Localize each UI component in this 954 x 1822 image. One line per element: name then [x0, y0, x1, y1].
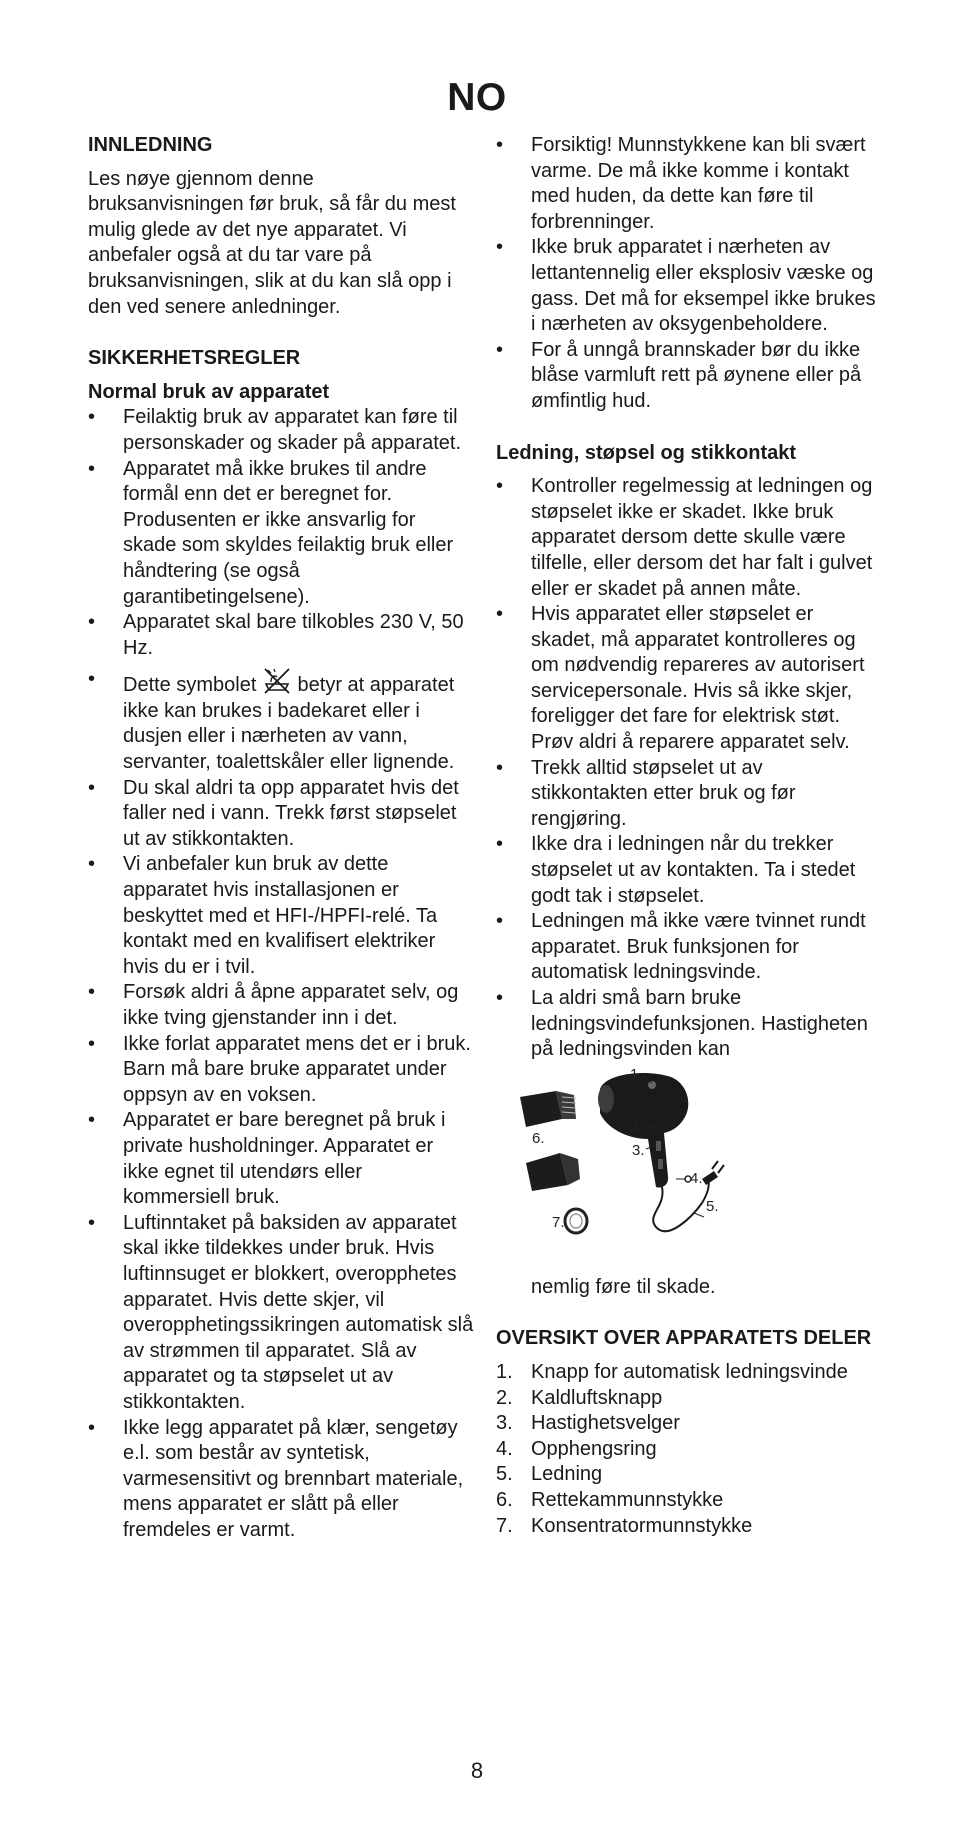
list-item-text: Luftinntaket på baksiden av apparatet skal ikke tildekkes under bruk. Hvis luftinnsuget er blokkert, overopphetes apparatet. Hvis dette skjer, vil overopphetingssikringen automatisk slå av strømmen til apparatet. Slå av apparatet og ta støpselet ut av stikkontakten. — [123, 1211, 474, 1413]
cord-list — [496, 474, 876, 1063]
parts-item — [496, 1411, 876, 1437]
safety-list — [88, 405, 474, 1543]
left-column — [88, 133, 474, 1543]
list-item — [88, 667, 474, 775]
parts-item-label: Konsentratormunnstykke — [531, 1514, 753, 1537]
bullet-marker: • — [496, 236, 504, 259]
parts-item-number: 1. — [496, 1360, 513, 1383]
list-item-text: Apparatet er bare beregnet på bruk i private husholdninger. Apparatet er ikke egnet til utendørs eller kommersiell bruk. — [123, 1109, 446, 1209]
bullet-marker: • — [496, 134, 504, 156]
callout-1: 1. — [630, 1065, 643, 1083]
bullet-marker: • — [496, 603, 504, 626]
parts-item-number: 5. — [496, 1463, 513, 1486]
parts-item-label: Opphengsring — [531, 1437, 657, 1460]
bullet-marker: • — [496, 833, 504, 856]
list-item — [496, 909, 876, 986]
callout-2: 2. — [630, 1117, 643, 1135]
callout-4: 4. — [690, 1169, 703, 1187]
list-item — [88, 457, 474, 611]
list-item-text: Apparatet må ikke brukes til andre formål enn det er beregnet for. Produsenten er ikke ansvarlig for skade som skyldes feilaktig bruk eller håndtering (se også garantibetingelsene). — [123, 457, 454, 608]
parts-heading: OVERSIKT OVER APPARATETS DELER — [496, 1327, 872, 1350]
list-item — [496, 133, 876, 235]
parts-list — [496, 1360, 876, 1539]
symbol-text-before: Dette symbolet — [123, 674, 257, 697]
list-item — [496, 235, 876, 337]
no-bath-symbol-icon — [262, 667, 292, 695]
list-item-text: Hvis apparatet eller støpselet er skadet, må apparatet kontrolleres og om nødvendig repareres av autorisert servicepersonale. Hvis så ikke skjer, foreligger det fare for elektrisk støt. Prøv aldri å reparere apparatet selv. — [531, 603, 865, 754]
parts-item — [496, 1437, 876, 1463]
callout-5: 5. — [706, 1197, 719, 1215]
parts-item-number: 4. — [496, 1437, 513, 1460]
parts-item — [496, 1386, 876, 1412]
parts-item — [496, 1462, 876, 1488]
list-item — [88, 852, 474, 980]
list-item — [88, 405, 474, 456]
list-item-text: Forsøk aldri å åpne apparatet selv, og ikke tving gjenstander inn i det. — [123, 981, 459, 1029]
bullet-marker: • — [496, 987, 504, 1009]
list-item — [88, 776, 474, 853]
bullet-marker: • — [88, 1416, 96, 1439]
bullet-marker: • — [88, 1211, 96, 1234]
page-number: 8 — [470, 1758, 484, 1783]
list-item-text: La aldri små barn bruke ledningsvindefunksjonen. Hastigheten på ledningsvinden kan — [531, 987, 868, 1061]
list-item — [88, 1416, 474, 1544]
symbol-text-after: betyr at apparatet ikke kan brukes i badekaret eller i dusjen eller i nærheten av vann, servanter, toalettskåler eller lignende. — [123, 674, 455, 774]
list-item — [88, 1108, 474, 1210]
list-item — [496, 474, 876, 602]
callout-7: 7. — [552, 1213, 565, 1231]
list-item-text: Forsiktig! Munnstykkene kan bli svært varme. De må ikke komme i kontakt med huden, da dette kan føre til forbrenninger. — [531, 134, 866, 233]
parts-item-number: 7. — [496, 1514, 513, 1537]
bullet-marker: • — [88, 1109, 96, 1132]
cord-heading: Ledning, støpsel og stikkontakt — [496, 441, 797, 464]
parts-item-number: 2. — [496, 1386, 513, 1409]
bullet-marker: • — [88, 776, 96, 799]
parts-item — [496, 1488, 876, 1514]
list-item-text: Ledningen må ikke være tvinnet rundt apparatet. Bruk funksjonen for automatisk ledningsvinde. — [531, 910, 866, 984]
list-item-text: Du skal aldri ta opp apparatet hvis det faller ned i vann. Trekk først støpselet ut av stikkontakten. — [123, 776, 459, 850]
callout-6: 6. — [532, 1129, 545, 1147]
list-item — [496, 832, 876, 909]
continuation-text: nemlig føre til skade. — [531, 1275, 716, 1298]
list-item-text: Feilaktig bruk av apparatet kan føre til personskader og skader på apparatet. — [123, 406, 461, 454]
list-item — [496, 756, 876, 833]
list-item — [496, 602, 876, 756]
parts-item-number: 3. — [496, 1412, 513, 1435]
hair-dryer-figure — [496, 1067, 876, 1257]
language-heading: NO — [447, 76, 507, 119]
bullet-marker: • — [88, 668, 96, 691]
parts-item-label: Kaldluftsknapp — [531, 1386, 663, 1409]
parts-item-number: 6. — [496, 1488, 513, 1511]
list-item-text: Ikke legg apparatet på klær, sengetøy e.l. som består av syntetisk, varmesensitivt og brennbart materiale, mens apparatet er slått på eller fremdeles er varmt. — [123, 1416, 464, 1541]
parts-item — [496, 1514, 876, 1540]
parts-item-label: Ledning — [531, 1463, 603, 1486]
list-item-text: Ikke bruk apparatet i nærheten av lettantennelig eller eksplosiv væske og gass. Det må for eksempel ikke brukes i nærheten av oksygenbeholdere. — [531, 236, 876, 336]
intro-heading: INNLEDNING — [88, 134, 213, 156]
hair-dryer-body-icon — [598, 1073, 688, 1188]
list-item — [496, 338, 876, 415]
parts-item-label: Hastighetsvelger — [531, 1412, 680, 1435]
bullet-marker: • — [88, 853, 96, 876]
list-item — [88, 1211, 474, 1416]
list-item — [88, 980, 474, 1031]
comb-nozzle-icon — [520, 1091, 576, 1127]
bullet-marker: • — [496, 910, 504, 933]
parts-item — [496, 1360, 876, 1386]
list-item-text: Ikke forlat apparatet mens det er i bruk. Barn må bare bruke apparatet under oppsyn av en voksen. — [123, 1032, 471, 1106]
bullet-marker: • — [88, 406, 96, 429]
list-item-text: Trekk alltid støpselet ut av stikkontakten etter bruk og før rengjøring. — [531, 756, 796, 830]
bullet-marker: • — [496, 338, 504, 361]
list-item-text: For å unngå brannskader bør du ikke blåse varmluft rett på øynene eller på ømfintlig hud. — [531, 338, 862, 412]
bullet-marker: • — [88, 457, 96, 480]
list-item — [88, 1032, 474, 1109]
list-item — [88, 610, 474, 661]
list-item-text: Ikke dra i ledningen når du trekker støpselet ut av kontakten. Ta i stedet godt tak i støpselet. — [531, 833, 856, 907]
callout-3: 3. — [632, 1141, 645, 1159]
list-item-text: Vi anbefaler kun bruk av dette apparatet hvis installasjonen er beskyttet med et HFI-/HPFI-relé. Ta kontakt med en kvalifisert elektriker hvis du er i tvil. — [123, 853, 438, 978]
parts-item-label: Knapp for automatisk ledningsvinde — [531, 1360, 848, 1383]
bullet-marker: • — [88, 981, 96, 1004]
warning-list — [496, 133, 876, 415]
bullet-marker: • — [88, 611, 96, 634]
bullet-marker: • — [496, 475, 504, 498]
bullet-marker: • — [88, 1032, 96, 1055]
normal-use-heading: Normal bruk av apparatet — [88, 380, 330, 403]
list-item-text: Kontroller regelmessig at ledningen og støpselet ikke er skadet. Ikke bruk apparatet dersom dette skulle være tilfelle, eller dersom det har falt i gulvet eller er skadet på annen måte. — [531, 475, 873, 600]
parts-item-label: Rettekammunnstykke — [531, 1488, 724, 1511]
concentrator-nozzle-icon — [526, 1153, 580, 1191]
list-item — [496, 986, 876, 1063]
safety-heading: SIKKERHETSREGLER — [88, 347, 301, 370]
right-column — [496, 133, 876, 1539]
hanging-ring-icon — [565, 1209, 587, 1233]
list-item-text: Apparatet skal bare tilkobles 230 V, 50 Hz. — [123, 611, 464, 659]
intro-text: Les nøye gjennom denne bruksanvisningen før bruk, så får du mest mulig glede av det nye apparatet. Vi anbefaler også at du tar vare på bruksanvisningen, slik at du kan slå opp i den ved senere anledninger. — [88, 167, 456, 318]
bullet-marker: • — [496, 756, 504, 779]
